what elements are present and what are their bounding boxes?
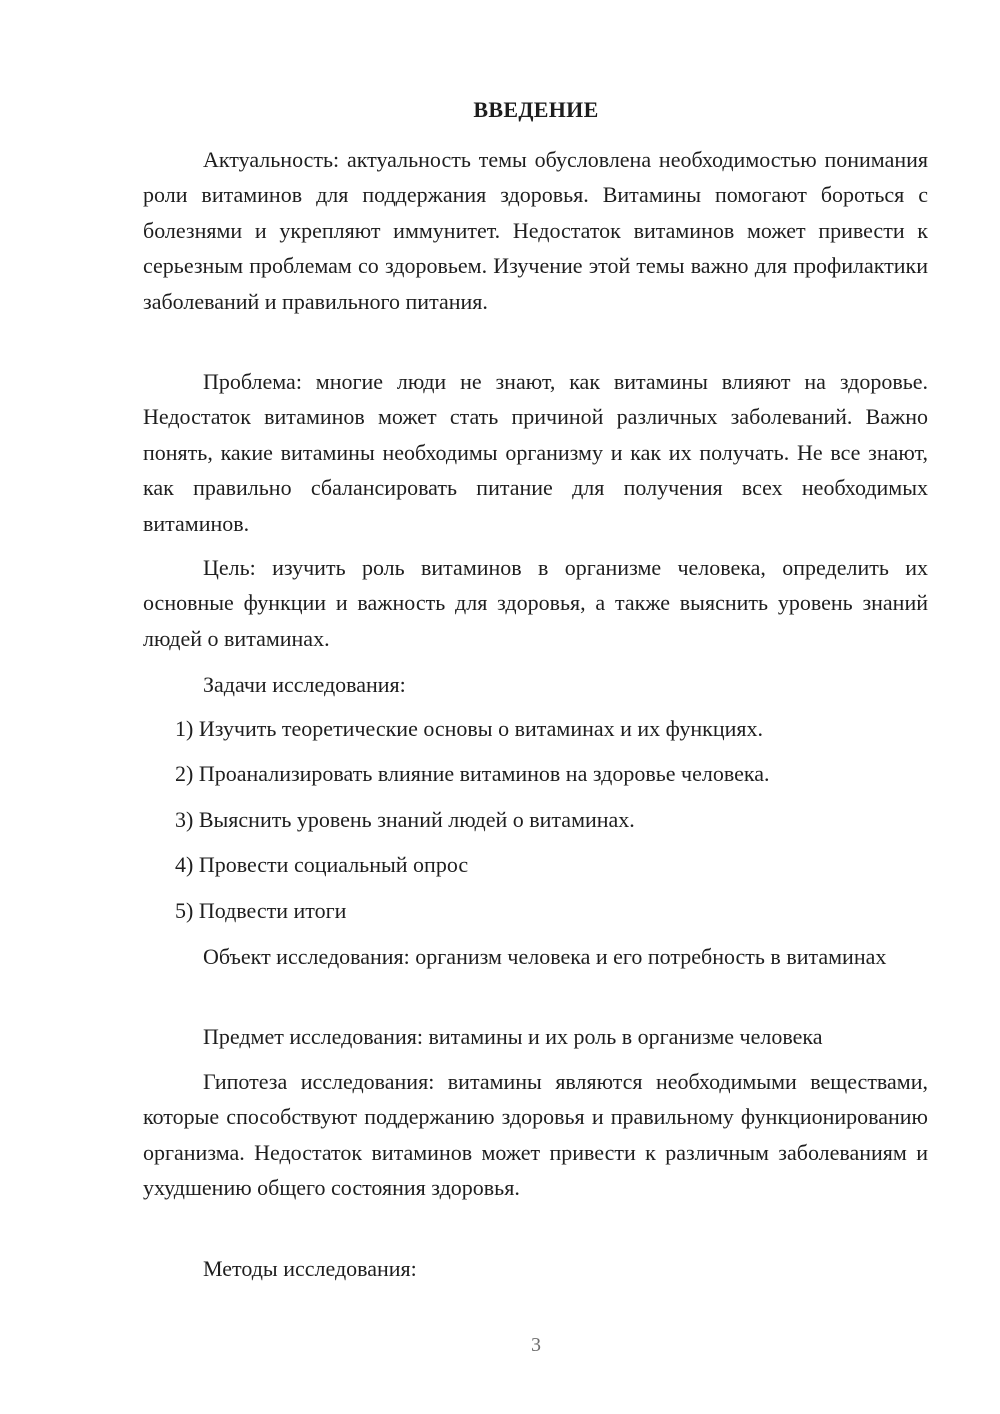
task-list-item: 2) Проанализировать влияние витаминов на здоровье человека. bbox=[175, 761, 770, 786]
subject-paragraph bbox=[143, 1019, 928, 1054]
task-list-item: 5) Подвести итоги bbox=[175, 898, 347, 923]
problem-text: Проблема: многие люди не знают, как витамины влияют на здоровье. Недостаток витаминов может стать причиной различных заболеваний. Важно понять, какие витамины необходимы организму и как их получать. Не все знают, как правильно сбалансировать питание для получения всех необходимых витаминов. bbox=[143, 369, 928, 536]
tasks-title: Задачи исследования: bbox=[203, 672, 406, 697]
object-paragraph bbox=[143, 939, 928, 974]
relevance-text: Актуальность: актуальность темы обусловлена необходимостью понимания роли витаминов для поддержания здоровья. Витамины помогают бороться с болезнями и укрепляют иммунитет. Недостаток витаминов может привести к серьезным проблемам со здоровьем. Изучение этой темы важно для профилактики заболеваний и правильного питания. bbox=[143, 147, 928, 314]
hypothesis-paragraph bbox=[143, 1064, 928, 1206]
task-list-item: 4) Провести социальный опрос bbox=[175, 852, 469, 877]
methods-paragraph bbox=[143, 1251, 928, 1286]
object-text: Объект исследования: организм человека и его потребность в витаминах bbox=[203, 944, 887, 969]
hypothesis-text: Гипотеза исследования: витамины являются необходимыми веществами, которые способствуют поддержанию здоровья и правильному функционированию организма. Недостаток витаминов может привести к различным заболеваниям и ухудшению общего состояния здоровья. bbox=[143, 1069, 928, 1201]
tasks-title-paragraph bbox=[143, 667, 928, 702]
subject-text: Предмет исследования: витамины и их роль в организме человека bbox=[203, 1024, 823, 1049]
relevance-paragraph bbox=[143, 142, 928, 319]
goal-text: Цель: изучить роль витаминов в организме человека, определить их основные функции и важность для здоровья, а также выяснить уровень знаний людей о витаминах. bbox=[143, 555, 928, 651]
page-number: 3 bbox=[531, 1334, 541, 1356]
problem-paragraph bbox=[143, 364, 928, 541]
goal-paragraph bbox=[143, 550, 928, 656]
task-list-item: 3) Выяснить уровень знаний людей о витаминах. bbox=[175, 807, 635, 832]
section-heading: ВВЕДЕНИЕ bbox=[473, 97, 599, 122]
task-list-item: 1) Изучить теоретические основы о витаминах и их функциях. bbox=[175, 716, 764, 741]
methods-text: Методы исследования: bbox=[203, 1256, 417, 1281]
